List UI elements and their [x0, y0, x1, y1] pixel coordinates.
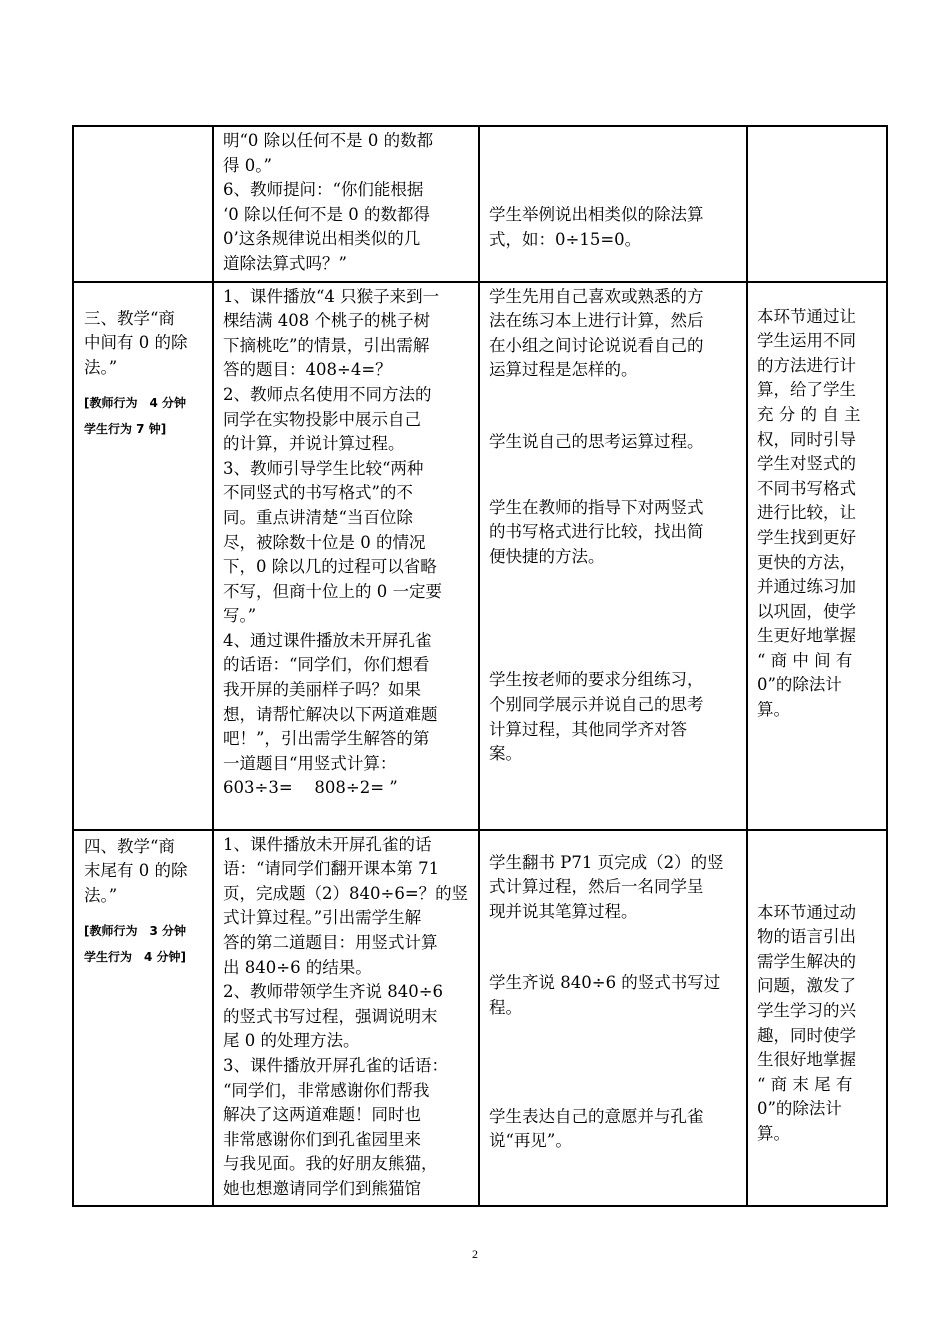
- teacher-activity-cell: [213, 126, 479, 282]
- stage-cell: [73, 126, 213, 282]
- design-note-cell: [747, 282, 887, 830]
- student-activity-text: 学生表达自己的意愿并与孔雀 说“再见”。: [489, 1106, 704, 1151]
- table-row: [73, 830, 887, 1207]
- lesson-plan-table: [72, 125, 888, 1207]
- time-allocation: [教师行为 3 分钟 学生行为 4 分钟]: [84, 924, 187, 965]
- student-activity-cell: [479, 830, 747, 1207]
- teacher-activity-text: 明“0 除以任何不是 0 的数都 得 0。” 6、教师提问：“你们能根据 ‘0 除以任何不是 0 的数都得 0’这条规律说出相类似的几 道除法算式吗？”: [223, 131, 434, 273]
- stage-title: 三、教学“商 中间有 0 的除 法。”: [84, 308, 188, 377]
- student-activity-text: 学生说自己的思考运算过程。: [489, 431, 704, 451]
- student-activity-text: 学生在教师的指导下对两竖式 的书写格式进行比较，找出简 便快捷的方法。: [489, 497, 704, 566]
- table-row: [73, 282, 887, 830]
- page-number: 2: [472, 1247, 478, 1261]
- design-note-text: 本环节通过动 物的语言引出 需学生解决的 问题，激发了 学生学习的兴 趣，同时使学 生很好地掌握 “ 商 末 尾 有 0”的除法计 算。: [757, 902, 856, 1143]
- student-activity-text: 学生举例说出相类似的除法算 式，如：0÷15=0。: [489, 205, 704, 249]
- student-activity-text: 学生齐说 840÷6 的竖式书写过 程。: [489, 973, 721, 1017]
- teacher-activity-text: 1、课件播放未开屏孔雀的话 语：“请同学们翻开课本第 71 页，完成题（2）840÷6=？的竖 式计算过程。”引出需学生解 答的第二道题目：用竖式计算 出 840÷6 的结果。 2、教师带领学生齐说 840÷6 的竖式书写过程，强调说明末 尾 0 的处理方法。 3、课件播放开屏孔雀的话语： “同学们，非常感谢你们帮我 解决了这两道难题！同时也 非常感谢你们到孔雀园里来 与我见面。我的好朋友熊猫， 她也想邀请同学们到熊猫馆: [223, 834, 469, 1198]
- stage-cell: [73, 282, 213, 830]
- design-note-text: 本环节通过让 学生运用不同 的方法进行计 算，给了学生 充 分 的 自 主 权，同时引导 学生对竖式的 不同书写格式 进行比较，让 学生找到更好 更快的方法， 并通过练习加 以巩固，使学 生更好地掌握 “ 商 中 间 有 0”的除法计 算。: [757, 306, 861, 720]
- table-row: [73, 126, 887, 282]
- student-activity-cell: [479, 126, 747, 282]
- design-note-cell: [747, 830, 887, 1207]
- time-allocation: [教师行为 4 分钟 学生行为 7 钟]: [84, 396, 187, 437]
- stage-title: 四、教学“商 末尾有 0 的除 法。”: [84, 836, 188, 905]
- teacher-activity-text: 1、课件播放“4 只猴子来到一 棵结满 408 个桃子的桃子树 下摘桃吃”的情景，引出需解 答的题目：408÷4=？ 2、教师点名使用不同方法的 同学在实物投影中展示自己 的计算，并说计算过程。 3、教师引导学生比较“两种 不同竖式的书写格式”的不 同。重点讲清楚“当百位除 尽，被除数十位是 0 的情况 下，0 除以几的过程可以省略 不写，但商十位上的 0 一定要 写。” 4、通过课件播放未开屏孔雀 的话语：“同学们，你们想看 我开屏的美丽样子吗？如果 想，请帮忙解决以下两道难题 吧！”，引出需学生解答的第 一道题目“用竖式计算： 603÷3= 808÷2= ”: [223, 286, 442, 798]
- student-activity-text: 学生先用自己喜欢或熟悉的方 法在练习本上进行计算，然后 在小组之间讨论说说看自己的 运算过程是怎样的。: [489, 286, 704, 380]
- stage-cell: [73, 830, 213, 1207]
- teacher-activity-cell: [213, 282, 479, 830]
- teacher-activity-cell: [213, 830, 479, 1207]
- student-activity-text: 学生按老师的要求分组练习， 个别同学展示并说自己的思考 计算过程，其他同学齐对答 案。: [489, 670, 704, 764]
- student-activity-text: 学生翻书 P71 页完成（2）的竖 式计算过程，然后一名同学呈 现并说其笔算过程。: [489, 852, 724, 921]
- student-activity-cell: [479, 282, 747, 830]
- design-note-cell: [747, 126, 887, 282]
